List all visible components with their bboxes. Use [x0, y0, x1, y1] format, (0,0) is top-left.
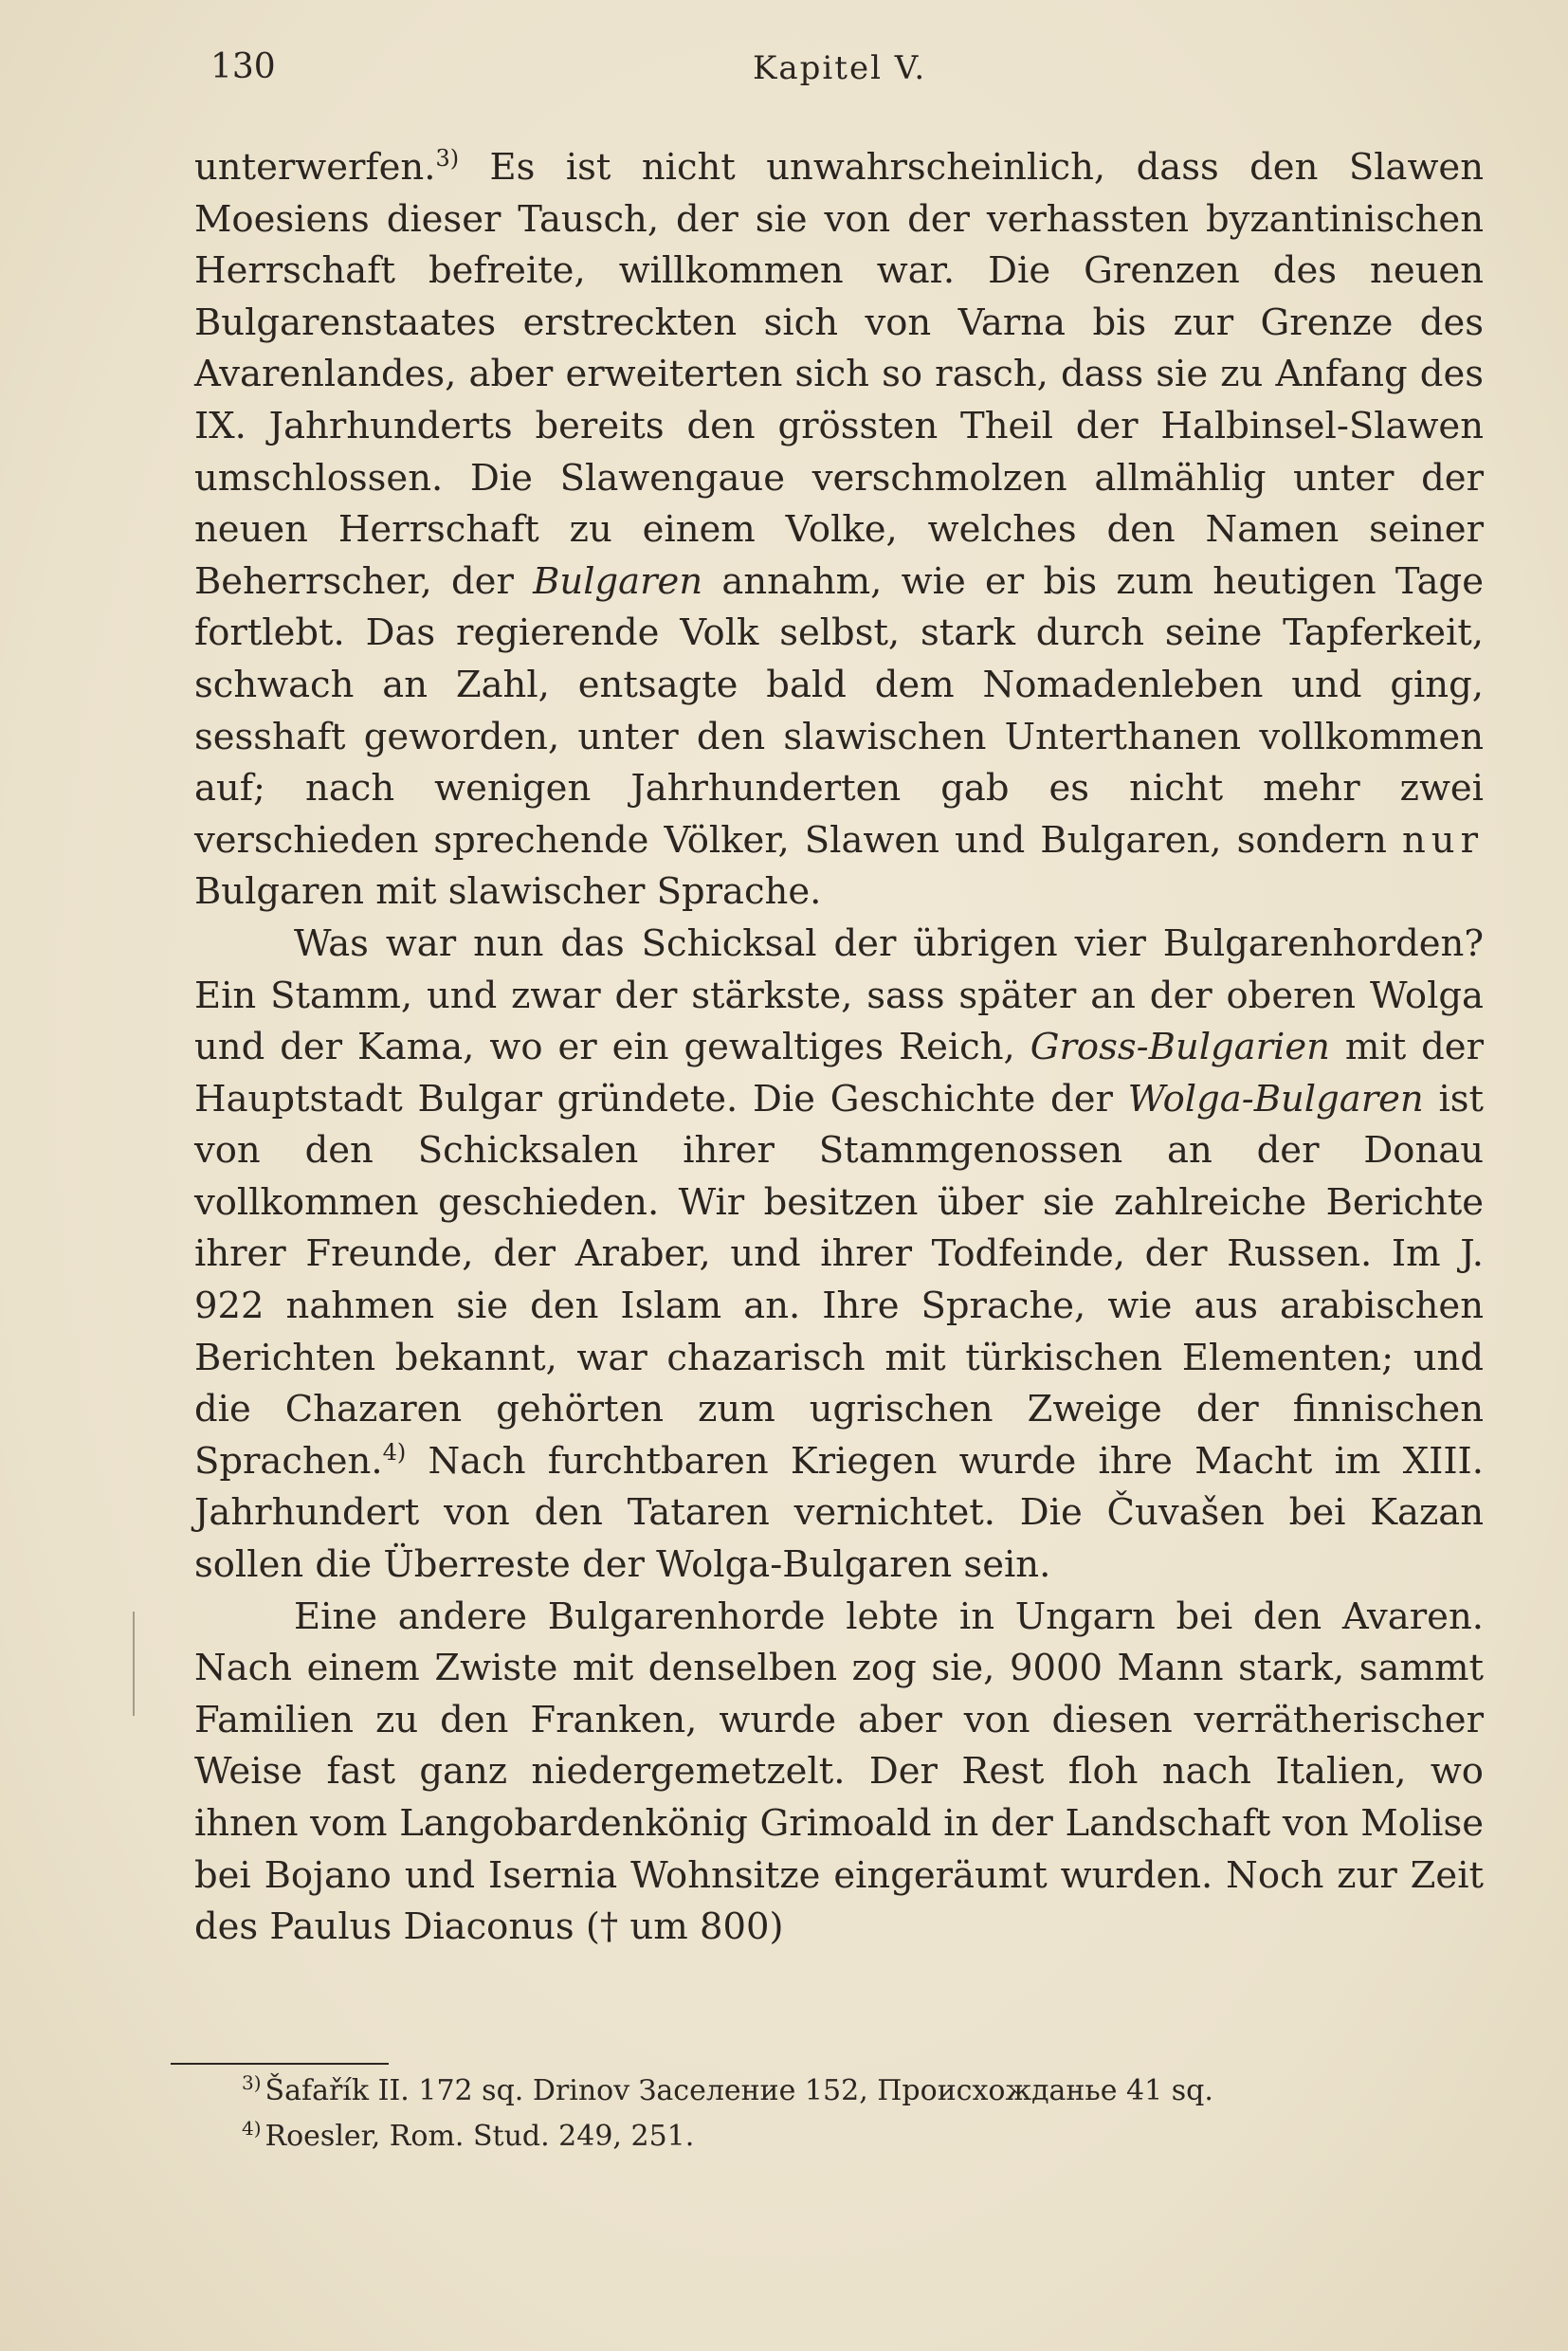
footnote-4 — [242, 2114, 1479, 2160]
footnotes — [242, 2069, 1479, 2160]
footnote-reference-3: 3) — [435, 145, 460, 173]
footnote-reference-4: 4) — [382, 1439, 407, 1467]
footnote-divider — [171, 2063, 389, 2065]
spaced-emphasis-nur: nur — [1402, 818, 1484, 862]
page-number: 130 — [210, 47, 276, 86]
footnote-text: Šafařík II. 172 sq. Drinov Заселение 152, Происхожданье 41 sq. — [264, 2074, 1213, 2107]
footnote-3 — [242, 2069, 1479, 2114]
text-run: Es ist nicht unwahrscheinlich, dass den Slawen Moesiens dieser Tausch, der sie von der verhassten byzantinischen Herrschaft befreite, willkommen war. Die Grenzen des neuen Bulgarenstaates erstreckten sich von Varna bis zur Grenze des Avarenlandes, aber erweiterten sich so rasch, dass sie zu Anfang des IX. Jahrhunderts bereits den grössten Theil der Halbinsel-Slawen umschlossen. Die Slawengaue verschmolzen allmählig unter der neuen Herrschaft zu einem Volke, welches den Namen seiner Beherrscher, der — [194, 146, 1484, 603]
footnote-mark: 3) — [242, 2071, 262, 2094]
text-run: ist von den Schicksalen ihrer Stammgenossen an der Donau vollkommen geschieden. Wir besitzen über sie zahlreiche Berichte ihrer Freunde, der Araber, und ihrer Todfeinde, der Russen. Im J. 922 nahmen sie den Islam an. Ihre Sprache, wie aus arabischen Berichten bekannt, war chazarisch mit türkischen Elementen; und die Chazaren gehörten zum ugrischen Zweige der finnischen Sprachen. — [194, 1077, 1485, 1483]
footnote-text: Roesler, Rom. Stud. 249, 251. — [264, 2120, 695, 2153]
text-run: annahm, wie er bis zum heutigen Tage fortlebt. Das regierende Volk selbst, stark durch seine Tapferkeit, schwach an Zahl, entsagte bald dem Nomadenleben und ging, sesshaft geworden, unter den slawischen Unterthanen vollkommen auf; nach wenigen Jahrhunderten gab es nicht mehr zwei verschieden sprechende Völker, Slawen und Bulgaren, sondern — [194, 559, 1484, 862]
text-run: Eine andere Bulgarenhorde lebte in Ungarn bei den Avaren. Nach einem Zwiste mit denselben zog sie, 9000 Mann stark, sammt Familien zu den Franken, wurde aber von diesen verrätherischer Weise fast ganz niedergemetzelt. Der Rest floh nach Italien, wo ihnen vom Langobardenkönig Grimoald in der Landschaft von Molise bei Bojano und Isernia Wohnsitze eingeräumt wurden. Noch zur Zeit des Paulus Diaconus († um 800) — [194, 1595, 1484, 1949]
text-run: Was war nun das Schicksal der übrigen vier Bulgarenhorden? Ein Stamm, und zwar der stärkste, sass später an der oberen Wolga und der Kama, wo er ein gewaltiges Reich, — [194, 921, 1484, 1069]
text-run: Bulgaren mit slawischer Sprache. — [194, 870, 822, 914]
main-text — [194, 142, 1484, 1954]
italic-term-gross-bulgarien: Gross-Bulgarien — [1030, 1026, 1330, 1069]
text-run: mit der Hauptstadt Bulgar gründete. Die Geschichte der — [194, 1026, 1484, 1121]
margin-pencil-mark — [133, 1612, 140, 1716]
footnote-mark: 4) — [242, 2117, 262, 2140]
running-head: Kapitel V. — [753, 49, 927, 87]
text-run: Nach furchtbaren Kriegen wurde ihre Macht im XIII. Jahrhundert von den Tataren vernichtet. Die Čuvašen bei Kazan sollen die Überreste der Wolga-Bulgaren sein. — [194, 1439, 1484, 1587]
text-run: unterwerfen. — [194, 146, 436, 189]
italic-term-bulgaren: Bulgaren — [533, 559, 703, 603]
italic-term-wolga-bulgaren: Wolga-Bulgaren — [1127, 1077, 1424, 1121]
page-header — [210, 47, 1481, 95]
paragraph-2 — [194, 919, 1484, 1592]
paragraph-1 — [194, 142, 1484, 919]
paragraph-3 — [194, 1592, 1484, 1954]
